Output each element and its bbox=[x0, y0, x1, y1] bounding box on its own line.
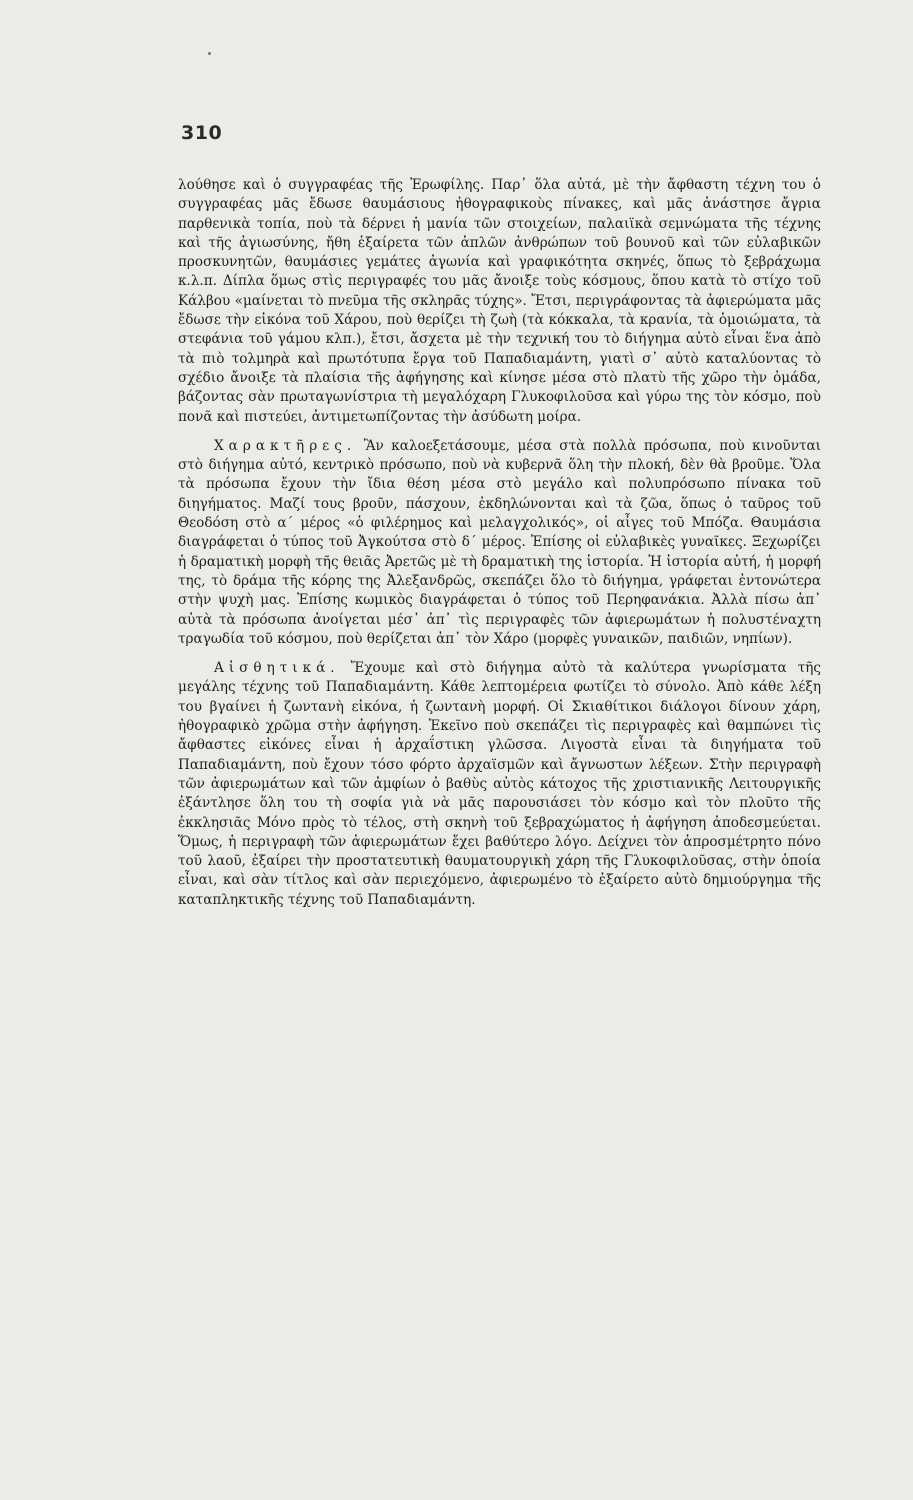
paragraph-2-heading: Χαρακτῆρες. bbox=[214, 437, 357, 454]
paragraph-3-text: Ἔχουμε καὶ στὸ διήγημα αὐτὸ τὰ καλύτερα γνωρίσματα τῆς μεγάλης τέχνης τοῦ Παπαδιαμάντη. Κάθε λεπτομέρεια φωτίζει τὸ σύνολο. Ἀπὸ κάθε λέξη του βγαίνει ἡ ζωντανὴ εἰκόνα, ἡ ζωντανὴ μορφή. Οἱ Σκιαθίτικοι διάλογοι δίνουν χάρη, ἠθογραφικὸ χρῶμα στὴν ἀφήγηση. Ἐκεῖνο ποὺ σκεπάζει τὶς περιγραφὲς καὶ θαμπώνει τὶς ἄφθαστες εἰκόνες εἶναι ἡ ἀρχαΐστικη γλῶσσα. Λιγοστὰ εἶναι τὰ διηγήματα τοῦ Παπαδιαμάντη, ποὺ ἔχουν τόσο φόρτο ἀρχαϊσμῶν καὶ ἄγνωστων λέξεων. Στὴν περιγραφὴ τῶν ἀφιερωμάτων καὶ τῶν ἀμφίων ὁ βαθὺς αὐτὸς κάτοχος τῆς χριστιανικῆς Λειτουργικῆς ἐξάντλησε ὅλη του τὴ σοφία γιὰ νὰ μᾶς παρουσιάσει τὸν κόσμο καὶ τὸν πλοῦτο τῆς ἐκκλησιᾶς Μόνο πρὸς τὸ τέλος, στὴ σκηνὴ τοῦ ξεβραχώματος ἡ ἀφήγηση ἀποδεσμεύεται. Ὅμως, ἡ περιγραφὴ τῶν ἀφιερωμάτων ἔχει βαθύτερο λόγο. Δείχνει τὸν ἀπροσμέτρητο πόνο τοῦ λαοῦ, ἐξαίρει τὴν προστατευτικὴ θαυματουργικὴ χάρη τῆς Γλυκοφιλοῦσας, στὴν ὁποία εἶναι, καὶ σὰν τίτλος καὶ σὰν περιεχόμενο, ἀφιερωμένο τὸ ἐξαίρετο αὐτὸ δημιούργημα τῆς καταπληκτικῆς τέχνης τοῦ Παπαδιαμάντη. bbox=[178, 660, 821, 908]
page-number: 310 bbox=[181, 122, 223, 144]
paragraph-2 bbox=[178, 437, 821, 649]
paragraph-3 bbox=[178, 659, 821, 910]
paragraph-1 bbox=[178, 176, 821, 427]
paragraph-2-text: Ἂν καλοεξετάσουμε, μέσα στὰ πολλὰ πρόσωπα, ποὺ κινοῦνται στὸ διήγημα αὐτό, κεντρικὸ πρόσωπο, ποὺ νὰ κυβερνᾶ ὅλη τὴν πλοκή, δὲν θὰ βροῦμε. Ὅλα τὰ πρόσωπα ἔχουν τὴν ἴδια θέση μέσα στὸ μεγάλο καὶ πολυπρόσωπο πίνακα τοῦ διηγήματος. Μαζί τους βροῦν, πάσχουν, ἐκδηλώνονται καὶ τὰ ζῶα, ὅπως ὁ ταῦρος τοῦ Θεοδόση στὸ α΄ μέρος «ὁ φιλέρημος καὶ μελαγχολικός», οἱ αἶγες τοῦ Μπόζα. Θαυμάσια διαγράφεται ὁ τύπος τοῦ Ἀγκούτσα στὸ δ΄ μέρος. Ἐπίσης οἱ εὐλαβικὲς γυναῖκες. Ξεχωρίζει ἡ δραματικὴ μορφὴ τῆς θειᾶς Ἀρετῶς μὲ τὴ δραματικὴ της ἱστορία. Ἡ ἱστορία αὐτή, ἡ μορφή της, τὸ δράμα τῆς κόρης της Ἀλεξανδρῶς, σκεπάζει ὅλο τὸ διήγημα, γράφεται ἐντονώτερα στὴν ψυχὴ μας. Ἐπίσης κωμικὸς διαγράφεται ὁ τύπος τοῦ Περηφανάκια. Ἀλλὰ πίσω ἀπ᾽ αὐτὰ τὰ πρόσωπα ἀνοίγεται μέσ᾽ ἀπ᾽ τὶς περιγραφὲς τῶν ἀφιερωμάτων ἡ πολυστέναχτη τραγωδία τοῦ κόσμου, ποὺ θερίζεται ἀπ᾽ τὸν Χάρο (μορφὲς γυναικῶν, παιδιῶν, νηπίων). bbox=[178, 437, 821, 647]
paragraph-3-heading: Αἰσθητικά. bbox=[214, 660, 340, 677]
body-text bbox=[178, 176, 821, 910]
paragraph-1-text: λούθησε καὶ ὁ συγγραφέας τῆς Ἐρωφίλης. Παρ᾽ ὅλα αὐτά, μὲ τὴν ἄφθαστη τέχνη του ὁ συγγραφέας μᾶς ἔδωσε θαυμάσιους ἠθογραφικοὺς πίνακες, καὶ μᾶς ἀνάστησε ἄγρια παρθενικὰ τοπία, ποὺ τὰ δέρνει ἡ μανία τῶν στοιχείων, παλαιϊκὰ σεμνώματα τῆς τέχνης καὶ τῆς ἁγιωσύνης, ἤθη ἐξαίρετα τῶν ἁπλῶν ἀνθρώπων τοῦ βουνοῦ καὶ τῶν εὐλαβικῶν προσκυνητῶν, θαυμάσιες γεμάτες ἀγωνία καὶ γραφικότητα σκηνές, ὅπως τὸ ξεβράχωμα κ.λ.π. Δίπλα ὅμως στὶς περιγραφές του μᾶς ἄνοιξε τοὺς κόσμους, ὅπου κατὰ τὸ στίχο τοῦ Κάλβου «μαίνεται τὸ πνεῦμα τῆς σκληρᾶς τύχης». Ἔτσι, περιγράφοντας τὰ ἀφιερώματα μᾶς ἔδωσε τὴν εἰκόνα τοῦ Χάρου, ποὺ θερίζει τὴ ζωὴ (τὰ κόκκαλα, τὰ κρανία, τὰ ὁμοιώματα, τὰ στεφάνια τοῦ γάμου κλπ.), ἔτσι, ἄσχετα μὲ τὴν τεχνική του τὸ διήγημα αὐτὸ εἶναι ἕνα ἀπὸ τὰ πιὸ τολμηρὰ καὶ πρωτότυπα ἔργα τοῦ Παπαδιαμάντη, γιατὶ σ᾽ αὐτὸ καταλύοντας τὸ σχέδιο ἄνοιξε τὰ πλαίσια τῆς ἀφήγησης καὶ κίνησε μέσα στὸ πλατὺ τῆς χῶρο τὴν ὁμάδα, βάζοντας σὰν πρωταγωνίστρια τὴ μεγαλόχαρη Γλυκοφιλοῦσα καὶ γύρω της τὸν κόσμο, ποὺ πονᾶ καὶ πιστεύει, ἀντιμετωπίζοντας τὴν ἀσύδωτη μοίρα. bbox=[178, 177, 821, 425]
ink-speck bbox=[208, 52, 211, 55]
